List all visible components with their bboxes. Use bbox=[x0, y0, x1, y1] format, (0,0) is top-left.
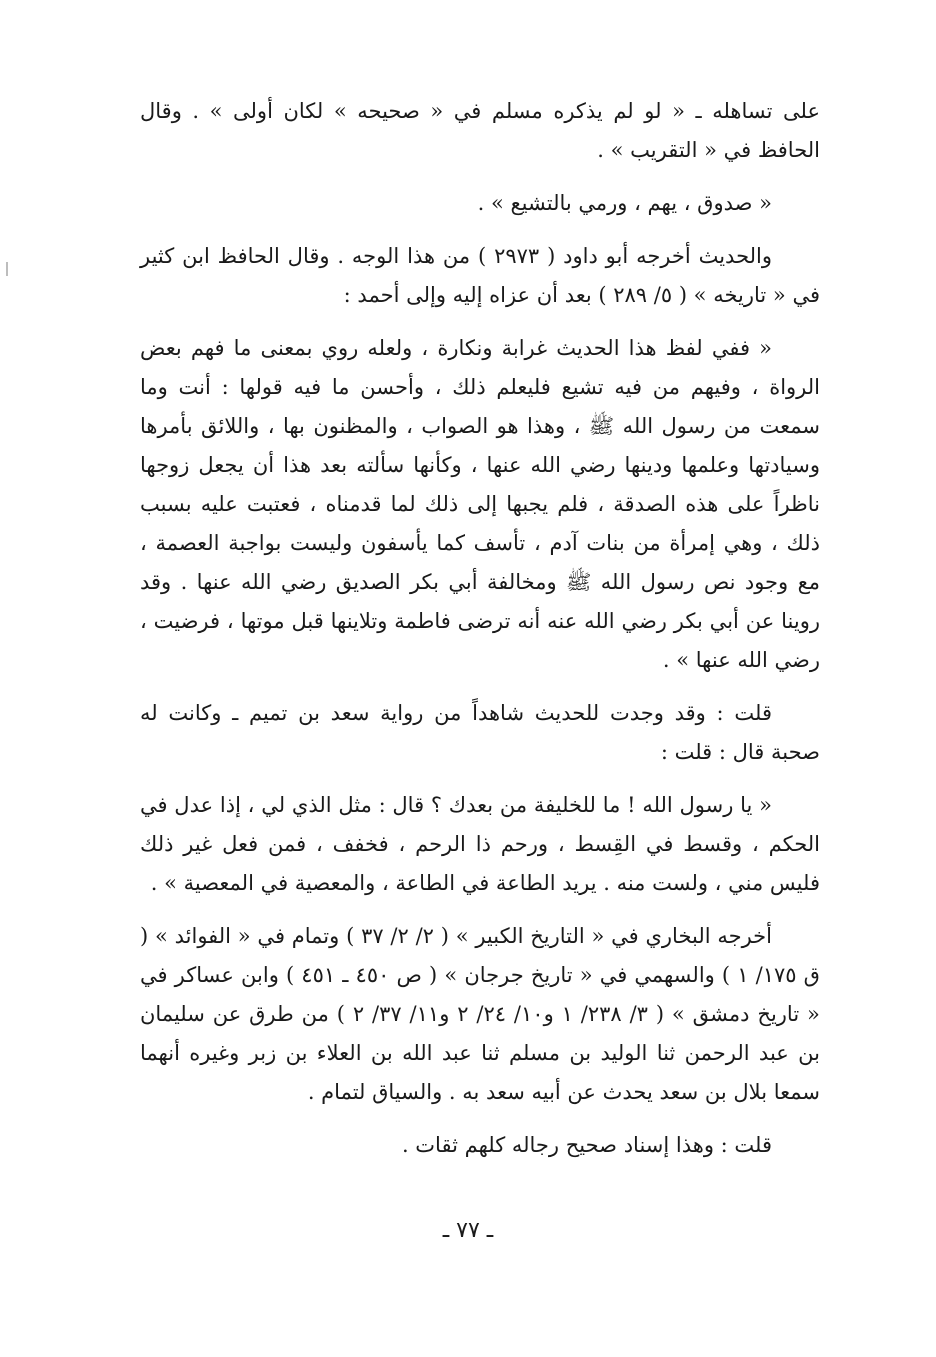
page-number: ـ ٧٧ ـ bbox=[442, 1218, 494, 1243]
paragraph: والحديث أخرجه أبو داود ( ٢٩٧٣ ) من هذا الوجه . وقال الحافظ ابن كثير في « تاريخه » ( ٥/ ٢٨٩ ) بعد أن عزاه إليه وإلى أحمد : bbox=[140, 244, 820, 307]
paragraph: قلت : وهذا إسناد صحيح رجاله كلهم ثقات . bbox=[401, 1133, 772, 1157]
scan-speck bbox=[6, 262, 8, 276]
quoted-paragraph: « ففي لفظ هذا الحديث غرابة ونكارة ، ولعله روي بمعنى ما فهم بعض الرواة ، وفيهم من فيه تشيع فليعلم ذلك ، وأحسن ما فيه قولها : أنت وما سمعت من رسول الله ﷺ ، وهذا هو الصواب ، والمظنون بها ، واللائق بأمرها وسيادتها وعلمها ودينها رضي الله عنها ، وكأنها سألته بعد هذا أن يجعل زوجها ناظراً على هذه الصدقة ، فلم يجبها إلى ذلك لما قدمناه ، فعتبت عليه بسبب ذلك ، وهي إمرأة من بنات آدم ، تأسف كما يأسفون وليست بواجبة العصمة ، مع وجود نص رسول الله ﷺ ومخالفة أبي بكر الصديق رضي الله عنها . وقد روينا عن أبي بكر رضي الله عنه أنه ترضى فاطمة وتلاينها قبل موتها ، فرضيت ، رضي الله عنها » . bbox=[140, 336, 820, 672]
paragraph: أخرجه البخاري في « التاريخ الكبير » ( ٢/ ٢/ ٣٧ ) وتمام في « الفوائد » ( ق ١٧٥/ ١ ) والسهمي في « تاريخ جرجان » ( ص ٤٥٠ ـ ٤٥١ ) وابن عساكر في « تاريخ دمشق » ( ٣/ ٢٣٨/ ١ و١٠/ ٢٤/ ٢ و١١/ ٣٧/ ٢ ) من طرق عن سليمان بن عبد الرحمن ثنا الوليد بن مسلم ثنا عبد الله بن العلاء بن زبر وغيره أنهما سمعا بلال بن سعد يحدث عن أبيه سعد به . والسياق لتمام . bbox=[140, 924, 820, 1104]
quoted-hadith: « يا رسول الله ! ما للخليفة من بعدك ؟ قال : مثل الذي لي ، إذا عدل في الحكم ، وقسط في القِسط ، ورحم ذا الرحم ، فخفف ، فمن فعل غير ذلك فليس مني ، ولست منه . يريد الطاعة في الطاعة ، والمعصية في المعصية » . bbox=[140, 793, 820, 895]
paragraph: قلت : وقد وجدت للحديث شاهداً من رواية سعد بن تميم ـ وكانت له صحبة قال : قلت : bbox=[140, 701, 820, 764]
paragraph: « صدوق ، يهم ، ورمي بالتشيع » . bbox=[477, 191, 772, 215]
paragraph: على تساهله ـ « لو لم يذكره مسلم في « صحيحه » لكان أولى » . وقال الحافظ في « التقريب » . bbox=[140, 99, 820, 162]
page-body bbox=[140, 92, 820, 1179]
